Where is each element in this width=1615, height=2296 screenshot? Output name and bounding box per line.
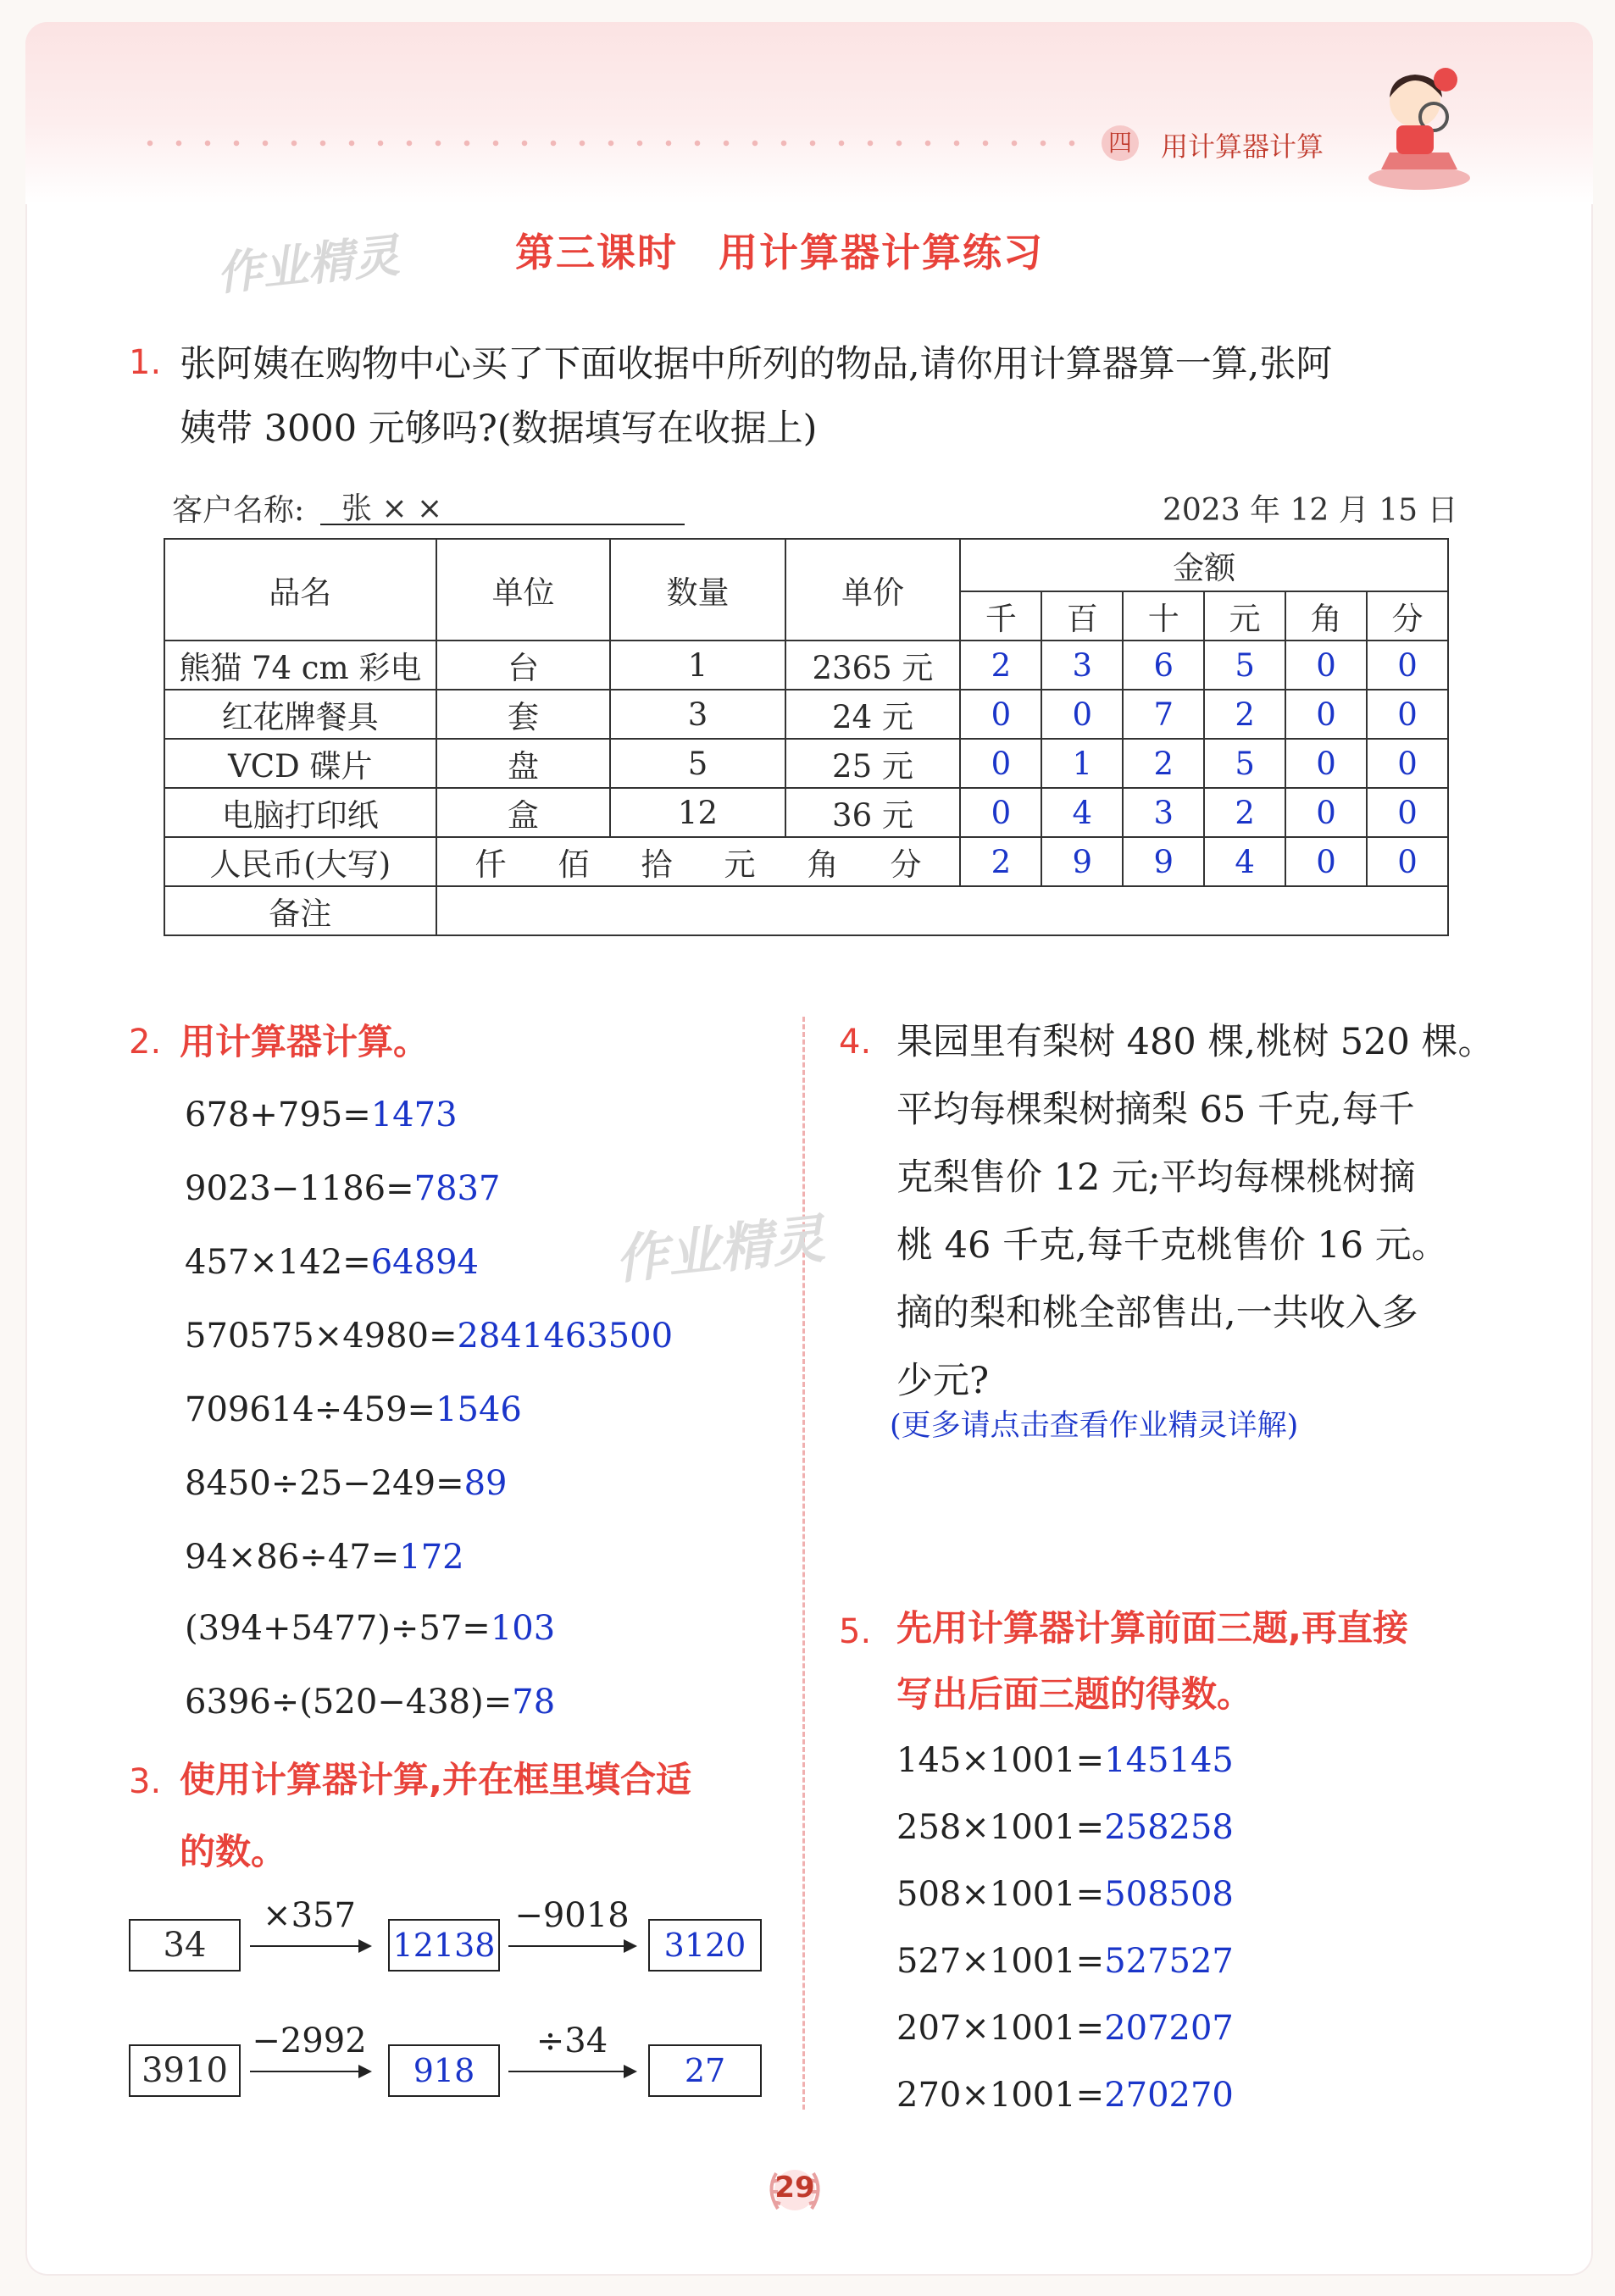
arrow-right-icon — [250, 2071, 369, 2072]
q4-number: 4. — [839, 1023, 872, 1062]
amount-digit: 0 — [1367, 641, 1448, 690]
header-quantity: 数量 — [610, 539, 785, 641]
header-unit: 单位 — [436, 539, 611, 641]
amount-digit: 0 — [1285, 690, 1367, 739]
q5-answer: 508508 — [1104, 1875, 1234, 1914]
q3-chain1-mid-box: 12138 — [388, 1919, 500, 1972]
item-name: 红花牌餐具 — [164, 690, 436, 739]
remarks-label: 备注 — [164, 886, 436, 935]
q2-expr: (394+5477)÷57= — [185, 1609, 491, 1648]
q2-number: 2. — [129, 1023, 162, 1062]
q2-expr: 9023−1186= — [185, 1169, 414, 1208]
item-name: 熊猫 74 cm 彩电 — [164, 641, 436, 690]
q5-title-line1: 先用计算器计算前面三题,再直接 — [896, 1607, 1408, 1649]
arrow-right-icon — [508, 1945, 634, 1947]
amount-digit: 0 — [1285, 641, 1367, 690]
customer-label: 客户名称: — [172, 493, 305, 528]
amount-digit: 2 — [1204, 788, 1285, 837]
q2-answer: 103 — [490, 1609, 556, 1648]
q2-answer: 2841463500 — [457, 1317, 674, 1356]
amount-digit: 0 — [1285, 788, 1367, 837]
header-item-name: 品名 — [164, 539, 436, 641]
item-unit: 盘 — [436, 739, 611, 788]
q2-expr: 94×86÷47= — [185, 1538, 400, 1577]
q3-chain2-mid-box: 918 — [388, 2044, 500, 2097]
q1-number: 1. — [129, 343, 162, 382]
q5-item — [896, 2009, 1234, 2048]
q3-title-line2: 的数。 — [180, 1831, 287, 1872]
q5-answer: 527527 — [1104, 1942, 1234, 1981]
capital-unit: 元 — [724, 846, 756, 883]
header-amount: 金额 — [960, 539, 1448, 591]
total-digit: 2 — [960, 837, 1041, 886]
q2-expr: 457×142= — [185, 1243, 371, 1282]
customer-name-underline — [320, 524, 685, 525]
q4-line: 果园里有梨树 480 棵,桃树 520 棵。 — [896, 1021, 1495, 1063]
item-unit: 台 — [436, 641, 611, 690]
remarks-field — [436, 886, 1448, 935]
amount-digit: 0 — [960, 690, 1041, 739]
capital-unit: 拾 — [641, 846, 673, 883]
q2-expr: 709614÷459= — [185, 1390, 436, 1429]
customer-name: 张 × × — [341, 491, 443, 526]
q1-text-line1: 张阿姨在购物中心买了下面收据中所列的物品,请你用计算器算一算,张阿 — [180, 343, 1333, 385]
q2-answer: 1473 — [370, 1095, 458, 1134]
q2-expr: 570575×4980= — [185, 1317, 458, 1356]
amount-digit: 4 — [1041, 788, 1123, 837]
q5-answer: 207207 — [1104, 2009, 1234, 2048]
q2-answer: 7837 — [413, 1169, 501, 1208]
amount-digit: 0 — [1367, 788, 1448, 837]
mascot-girl-icon — [1364, 51, 1474, 195]
watermark-top: 作业精灵 — [214, 228, 402, 302]
digit-header: 分 — [1367, 591, 1448, 641]
unit-number-badge: 四 — [1102, 125, 1139, 161]
q3-chain1-op2: −9018 — [514, 1896, 630, 1935]
amount-digit: 0 — [960, 739, 1041, 788]
table-row — [164, 690, 1448, 739]
watermark-middle: 作业精灵 — [612, 1207, 828, 1291]
q3-chain1-end-box: 3120 — [648, 1919, 762, 1972]
digit-header: 元 — [1204, 591, 1285, 641]
q5-expr: 207×1001= — [896, 2009, 1105, 2048]
q2-item — [185, 1464, 508, 1503]
total-digit: 0 — [1285, 837, 1367, 886]
item-price: 2365 元 — [785, 641, 961, 690]
item-qty: 12 — [610, 788, 785, 837]
arrow-right-icon — [508, 2071, 634, 2072]
q2-answer: 1546 — [436, 1390, 522, 1429]
header-dots — [136, 140, 1093, 147]
q2-answer: 89 — [463, 1464, 508, 1503]
q3-number: 3. — [129, 1762, 162, 1801]
amount-digit: 0 — [1367, 690, 1448, 739]
amount-digit: 7 — [1123, 690, 1204, 739]
q2-item — [185, 1317, 673, 1356]
amount-digit: 0 — [960, 788, 1041, 837]
amount-digit: 6 — [1123, 641, 1204, 690]
amount-digit: 3 — [1041, 641, 1123, 690]
q2-title: 用计算器计算。 — [180, 1021, 430, 1062]
q2-answer: 64894 — [370, 1243, 479, 1282]
q5-title-line2: 写出后面三题的得数。 — [896, 1673, 1253, 1715]
amount-digit: 3 — [1123, 788, 1204, 837]
table-row — [164, 641, 1448, 690]
header-band — [25, 22, 1593, 204]
q5-answer: 258258 — [1104, 1808, 1234, 1847]
q2-item — [185, 1538, 464, 1577]
q3-title-line1: 使用计算器计算,并在框里填合适 — [180, 1759, 691, 1800]
q5-item — [896, 1808, 1234, 1847]
item-price: 24 元 — [785, 690, 961, 739]
q4-line: 平均每棵梨树摘梨 65 千克,每千 — [896, 1089, 1415, 1131]
q4-line: 克梨售价 12 元;平均每棵桃树摘 — [896, 1156, 1416, 1199]
total-row — [164, 837, 1448, 886]
receipt-table — [164, 538, 1449, 936]
q3-chain2-op1: −2992 — [252, 2021, 367, 2060]
item-unit: 套 — [436, 690, 611, 739]
receipt-date: 2023 年 12 月 15 日 — [1163, 493, 1458, 528]
unit-title: 用计算器计算 — [1161, 130, 1324, 163]
q2-answer: 78 — [512, 1683, 556, 1722]
amount-digit: 2 — [960, 641, 1041, 690]
q5-expr: 527×1001= — [896, 1942, 1105, 1981]
item-qty: 3 — [610, 690, 785, 739]
remarks-row — [164, 886, 1448, 935]
q2-answer: 172 — [399, 1538, 464, 1577]
q2-item — [185, 1243, 479, 1282]
total-digit: 9 — [1123, 837, 1204, 886]
capital-unit: 角 — [807, 846, 839, 883]
q4-line: 摘的梨和桃全部售出,一共收入多 — [896, 1292, 1418, 1334]
q1-text-line2: 姨带 3000 元够吗?(数据填写在收据上) — [180, 408, 818, 450]
q5-answer: 145145 — [1104, 1741, 1234, 1780]
q2-expr: 6396÷(520−438)= — [185, 1683, 513, 1722]
page-number: 29 — [774, 2171, 815, 2204]
capital-units — [436, 837, 961, 886]
q3-chain1-start-box: 34 — [129, 1919, 241, 1972]
q2-item — [185, 1683, 555, 1722]
amount-digit: 0 — [1041, 690, 1123, 739]
q5-expr: 270×1001= — [896, 2076, 1105, 2115]
q4-line: 少元? — [896, 1360, 990, 1402]
capital-unit: 仟 — [475, 846, 507, 883]
lesson-title: 第三课时 用计算器计算练习 — [515, 230, 1044, 275]
column-divider — [802, 1017, 805, 2110]
q5-expr: 145×1001= — [896, 1741, 1105, 1780]
q5-expr: 508×1001= — [896, 1875, 1105, 1914]
q5-number: 5. — [839, 1612, 872, 1651]
digit-header: 十 — [1123, 591, 1204, 641]
q3-chain2-start-box: 3910 — [129, 2044, 241, 2097]
more-solutions-link[interactable]: (更多请点击查看作业精灵详解) — [890, 1409, 1299, 1443]
q3-chain2-end-box: 27 — [648, 2044, 762, 2097]
q2-item — [185, 1609, 555, 1648]
amount-digit: 0 — [1285, 739, 1367, 788]
q5-item — [896, 1875, 1234, 1914]
amount-digit: 2 — [1204, 690, 1285, 739]
q3-chain1-op1: ×357 — [263, 1896, 356, 1935]
q5-item — [896, 2076, 1234, 2115]
capital-unit: 佰 — [558, 846, 590, 883]
item-qty: 1 — [610, 641, 785, 690]
q2-item — [185, 1095, 458, 1134]
total-label: 人民币(大写) — [164, 837, 436, 886]
item-unit: 盒 — [436, 788, 611, 837]
arrow-right-icon — [250, 1945, 369, 1947]
amount-digit: 2 — [1123, 739, 1204, 788]
q4-line: 桃 46 千克,每千克桃售价 16 元。 — [896, 1224, 1448, 1267]
q5-answer: 270270 — [1104, 2076, 1234, 2115]
q3-chain2-op2: ÷34 — [536, 2021, 608, 2060]
amount-digit: 1 — [1041, 739, 1123, 788]
table-row — [164, 788, 1448, 837]
total-digit: 9 — [1041, 837, 1123, 886]
total-digit: 4 — [1204, 837, 1285, 886]
q5-item — [896, 1741, 1234, 1780]
q5-expr: 258×1001= — [896, 1808, 1105, 1847]
q2-expr: 8450÷25−249= — [185, 1464, 464, 1503]
header-price: 单价 — [785, 539, 961, 641]
amount-digit: 0 — [1367, 739, 1448, 788]
table-row — [164, 739, 1448, 788]
q2-expr: 678+795= — [185, 1095, 371, 1134]
total-digit: 0 — [1367, 837, 1448, 886]
item-qty: 5 — [610, 739, 785, 788]
item-price: 25 元 — [785, 739, 961, 788]
amount-digit: 5 — [1204, 641, 1285, 690]
amount-digit: 5 — [1204, 739, 1285, 788]
item-name: 电脑打印纸 — [164, 788, 436, 837]
item-price: 36 元 — [785, 788, 961, 837]
q2-item — [185, 1390, 522, 1429]
digit-header: 千 — [960, 591, 1041, 641]
digit-header: 百 — [1041, 591, 1123, 641]
q5-item — [896, 1942, 1234, 1981]
q2-item — [185, 1169, 500, 1208]
digit-header: 角 — [1285, 591, 1367, 641]
capital-unit: 分 — [890, 846, 922, 883]
item-name: VCD 碟片 — [164, 739, 436, 788]
